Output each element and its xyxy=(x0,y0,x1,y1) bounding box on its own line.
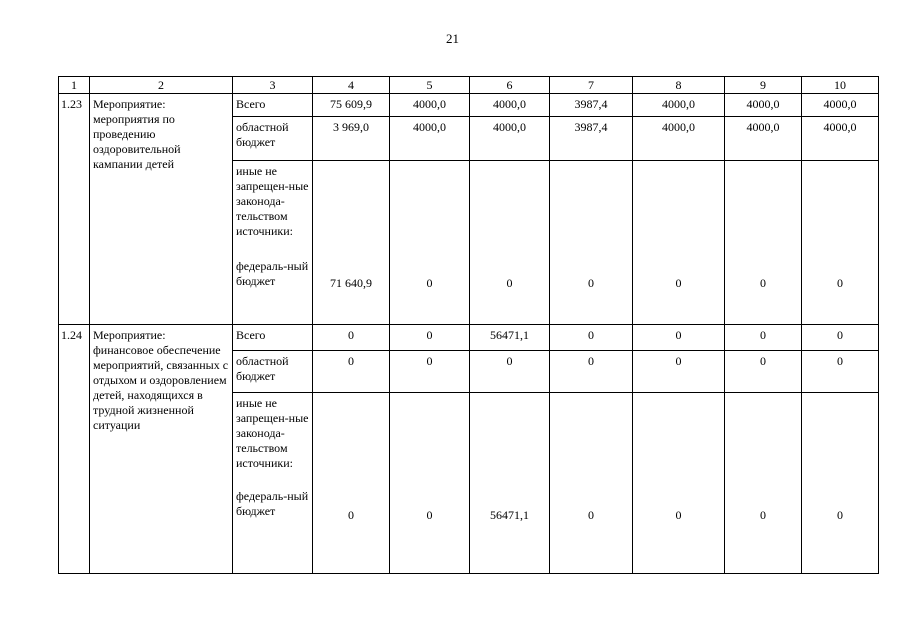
source-label: областной бюджет xyxy=(233,117,313,161)
row-index: 1.23 xyxy=(59,94,90,325)
value-cell: 0 xyxy=(802,393,879,574)
value-cell: 0 xyxy=(550,161,633,325)
source-label xyxy=(233,393,313,574)
value-cell: 0 xyxy=(802,161,879,325)
value-cell: 0 xyxy=(390,393,470,574)
budget-table xyxy=(58,76,879,574)
value-cell: 4000,0 xyxy=(725,117,802,161)
value-cell: 4000,0 xyxy=(470,117,550,161)
value-cell: 0 xyxy=(313,393,390,574)
header-cell: 6 xyxy=(470,77,550,94)
value-cell: 4000,0 xyxy=(725,94,802,117)
value-cell: 71 640,9 xyxy=(313,161,390,325)
value-cell: 56471,1 xyxy=(470,393,550,574)
header-cell: 8 xyxy=(633,77,725,94)
source-label xyxy=(233,161,313,325)
value-cell: 0 xyxy=(390,161,470,325)
other-sources-label: иные не запрещен-ные законода-тельством источники: xyxy=(236,164,309,238)
value-cell: 75 609,9 xyxy=(313,94,390,117)
value-cell: 4000,0 xyxy=(633,117,725,161)
activity-name: Мероприятие: финансовое обеспечение мероприятий, связанных с отдыхом и оздоровлением детей, находящихся в трудной жизненной ситуации xyxy=(90,325,233,574)
value-cell: 0 xyxy=(470,351,550,393)
federal-budget-label: федераль-ный бюджет xyxy=(236,489,309,518)
value-cell: 4000,0 xyxy=(390,117,470,161)
header-row xyxy=(59,77,879,94)
value-cell: 0 xyxy=(725,393,802,574)
federal-budget-label: федераль-ный бюджет xyxy=(236,259,309,288)
header-cell: 3 xyxy=(233,77,313,94)
source-label: Всего xyxy=(233,325,313,351)
header-cell: 4 xyxy=(313,77,390,94)
value-cell: 3 969,0 xyxy=(313,117,390,161)
header-cell: 9 xyxy=(725,77,802,94)
value-cell: 0 xyxy=(802,351,879,393)
page-number: 21 xyxy=(446,31,459,46)
row-index: 1.24 xyxy=(59,325,90,574)
value-cell: 0 xyxy=(313,325,390,351)
value-cell: 3987,4 xyxy=(550,117,633,161)
value-cell: 0 xyxy=(550,351,633,393)
value-cell: 0 xyxy=(390,325,470,351)
value-cell: 0 xyxy=(313,351,390,393)
value-cell: 0 xyxy=(725,325,802,351)
value-cell: 56471,1 xyxy=(470,325,550,351)
value-cell: 0 xyxy=(390,351,470,393)
value-cell: 0 xyxy=(802,325,879,351)
header-cell: 10 xyxy=(802,77,879,94)
value-cell: 0 xyxy=(725,161,802,325)
value-cell: 0 xyxy=(633,161,725,325)
value-cell: 4000,0 xyxy=(802,117,879,161)
value-cell: 0 xyxy=(725,351,802,393)
header-cell: 7 xyxy=(550,77,633,94)
value-cell: 0 xyxy=(550,325,633,351)
value-cell: 4000,0 xyxy=(802,94,879,117)
header-cell: 5 xyxy=(390,77,470,94)
value-cell: 3987,4 xyxy=(550,94,633,117)
source-label: Всего xyxy=(233,94,313,117)
value-cell: 4000,0 xyxy=(470,94,550,117)
header-cell: 1 xyxy=(59,77,90,94)
table-row xyxy=(59,325,879,351)
value-cell: 4000,0 xyxy=(390,94,470,117)
table-row xyxy=(59,94,879,117)
other-sources-label: иные не запрещен-ные законода-тельством источники: xyxy=(236,396,309,470)
value-cell: 0 xyxy=(633,351,725,393)
value-cell: 4000,0 xyxy=(633,94,725,117)
value-cell: 0 xyxy=(633,393,725,574)
source-label: областной бюджет xyxy=(233,351,313,393)
header-cell: 2 xyxy=(90,77,233,94)
value-cell: 0 xyxy=(550,393,633,574)
value-cell: 0 xyxy=(470,161,550,325)
value-cell: 0 xyxy=(633,325,725,351)
activity-name: Мероприятие: мероприятия по проведению оздоровительной кампании детей xyxy=(90,94,233,325)
